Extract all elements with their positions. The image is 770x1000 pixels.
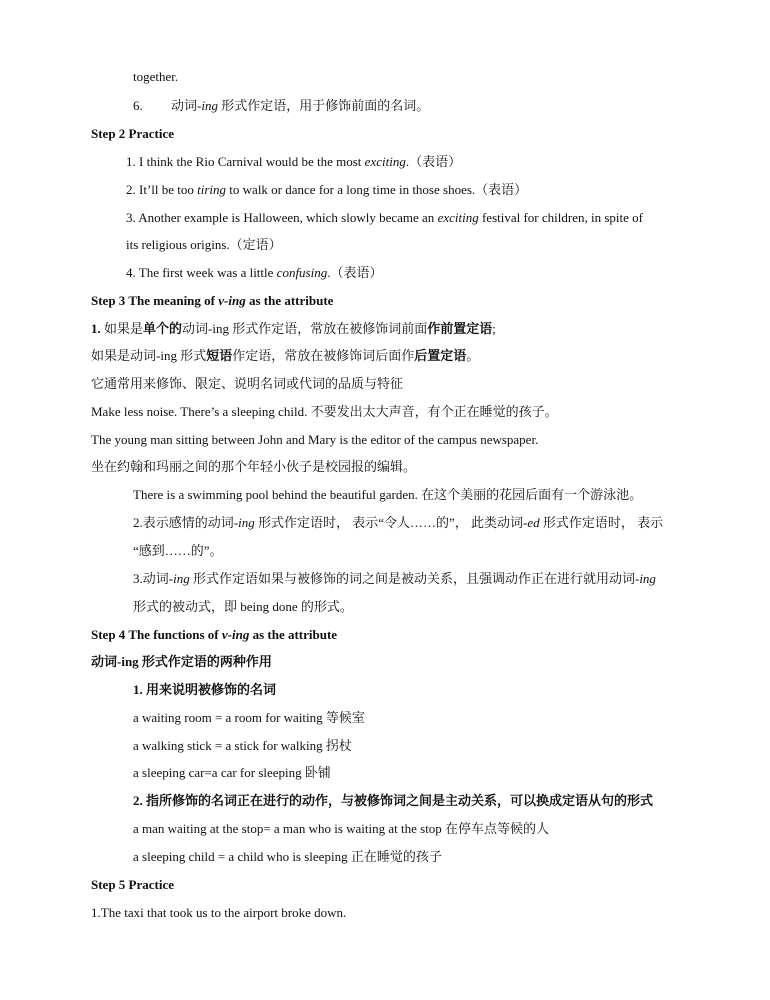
text-line: together. [133, 69, 179, 84]
example-line-1: Make less noise. There’s a sleeping child. 不要发出太大声音，有个正在睡觉的孩子。 [91, 404, 558, 419]
step3-heading: Step 3 The meaning of v-ing as the attribute [91, 293, 334, 308]
step4-heading: Step 4 The functions of v-ing as the attribute [91, 627, 338, 642]
meaning-line-1: 1. 如果是单个的动词-ing 形式作定语，常放在被修饰词前面作前置定语; [91, 321, 496, 336]
function-2-example-1: a man waiting at the stop= a man who is waiting at the stop 在停车点等候的人 [133, 821, 550, 836]
rule-2-cont: “感到……的”。 [133, 543, 223, 558]
rule-6: 6. 动词-ing 形式作定语，用于修饰前面的名词。 [133, 98, 430, 113]
example-line-3: 坐在约翰和玛丽之间的那个年轻小伙子是校园报的编辑。 [91, 459, 417, 474]
meaning-line-2: 如果是动词-ing 形式短语作定语，常放在被修饰词后面作后置定语。 [91, 348, 480, 363]
example-line-4: There is a swimming pool behind the beautiful garden. 在这个美丽的花园后面有一个游泳池。 [133, 487, 643, 502]
step2-heading: Step 2 Practice [91, 126, 175, 141]
function-1-example-1: a waiting room = a room for waiting 等候室 [133, 710, 365, 725]
rule-3-cont: 形式的被动式，即 being done 的形式。 [133, 599, 353, 614]
meaning-line-3: 它通常用来修饰、限定、说明名词或代词的品质与特征 [91, 376, 404, 391]
function-1-example-2: a walking stick = a stick for walking 拐杖 [133, 738, 352, 753]
practice-item-3: 3. Another example is Halloween, which slowly became an exciting festival for children, in spite of [126, 210, 643, 225]
rule-2: 2.表示感情的动词-ing 形式作定语时， 表示“令人……的”， 此类动词-ed 形式作定语时， 表示 [133, 515, 664, 530]
step5-heading: Step 5 Practice [91, 877, 175, 892]
function-2-heading: 2. 指所修饰的名词正在进行的动作，与被修饰词之间是主动关系，可以换成定语从句的形式 [133, 793, 654, 808]
function-1-heading: 1. 用来说明被修饰的名词 [133, 682, 277, 697]
function-1-example-3: a sleeping car=a car for sleeping 卧铺 [133, 765, 331, 780]
rule-3: 3.动词-ing 形式作定语如果与被修饰的词之间是被动关系，且强调动作正在进行就用动词-ing [133, 571, 656, 586]
practice-item-1: 1. I think the Rio Carnival would be the most exciting.（表语） [126, 154, 462, 169]
practice-item-4: 4. The first week was a little confusing.（表语） [126, 265, 383, 280]
function-2-example-2: a sleeping child = a child who is sleeping 正在睡觉的孩子 [133, 849, 442, 864]
step5-item-1: 1.The taxi that took us to the airport broke down. [91, 905, 347, 920]
example-line-2: The young man sitting between John and Mary is the editor of the campus newspaper. [91, 432, 539, 447]
functions-intro: 动词-ing 形式作定语的两种作用 [91, 654, 272, 669]
practice-item-3-cont: its religious origins.（定语） [126, 237, 282, 252]
practice-item-2: 2. It’ll be too tiring to walk or dance for a long time in those shoes.（表语） [126, 182, 528, 197]
